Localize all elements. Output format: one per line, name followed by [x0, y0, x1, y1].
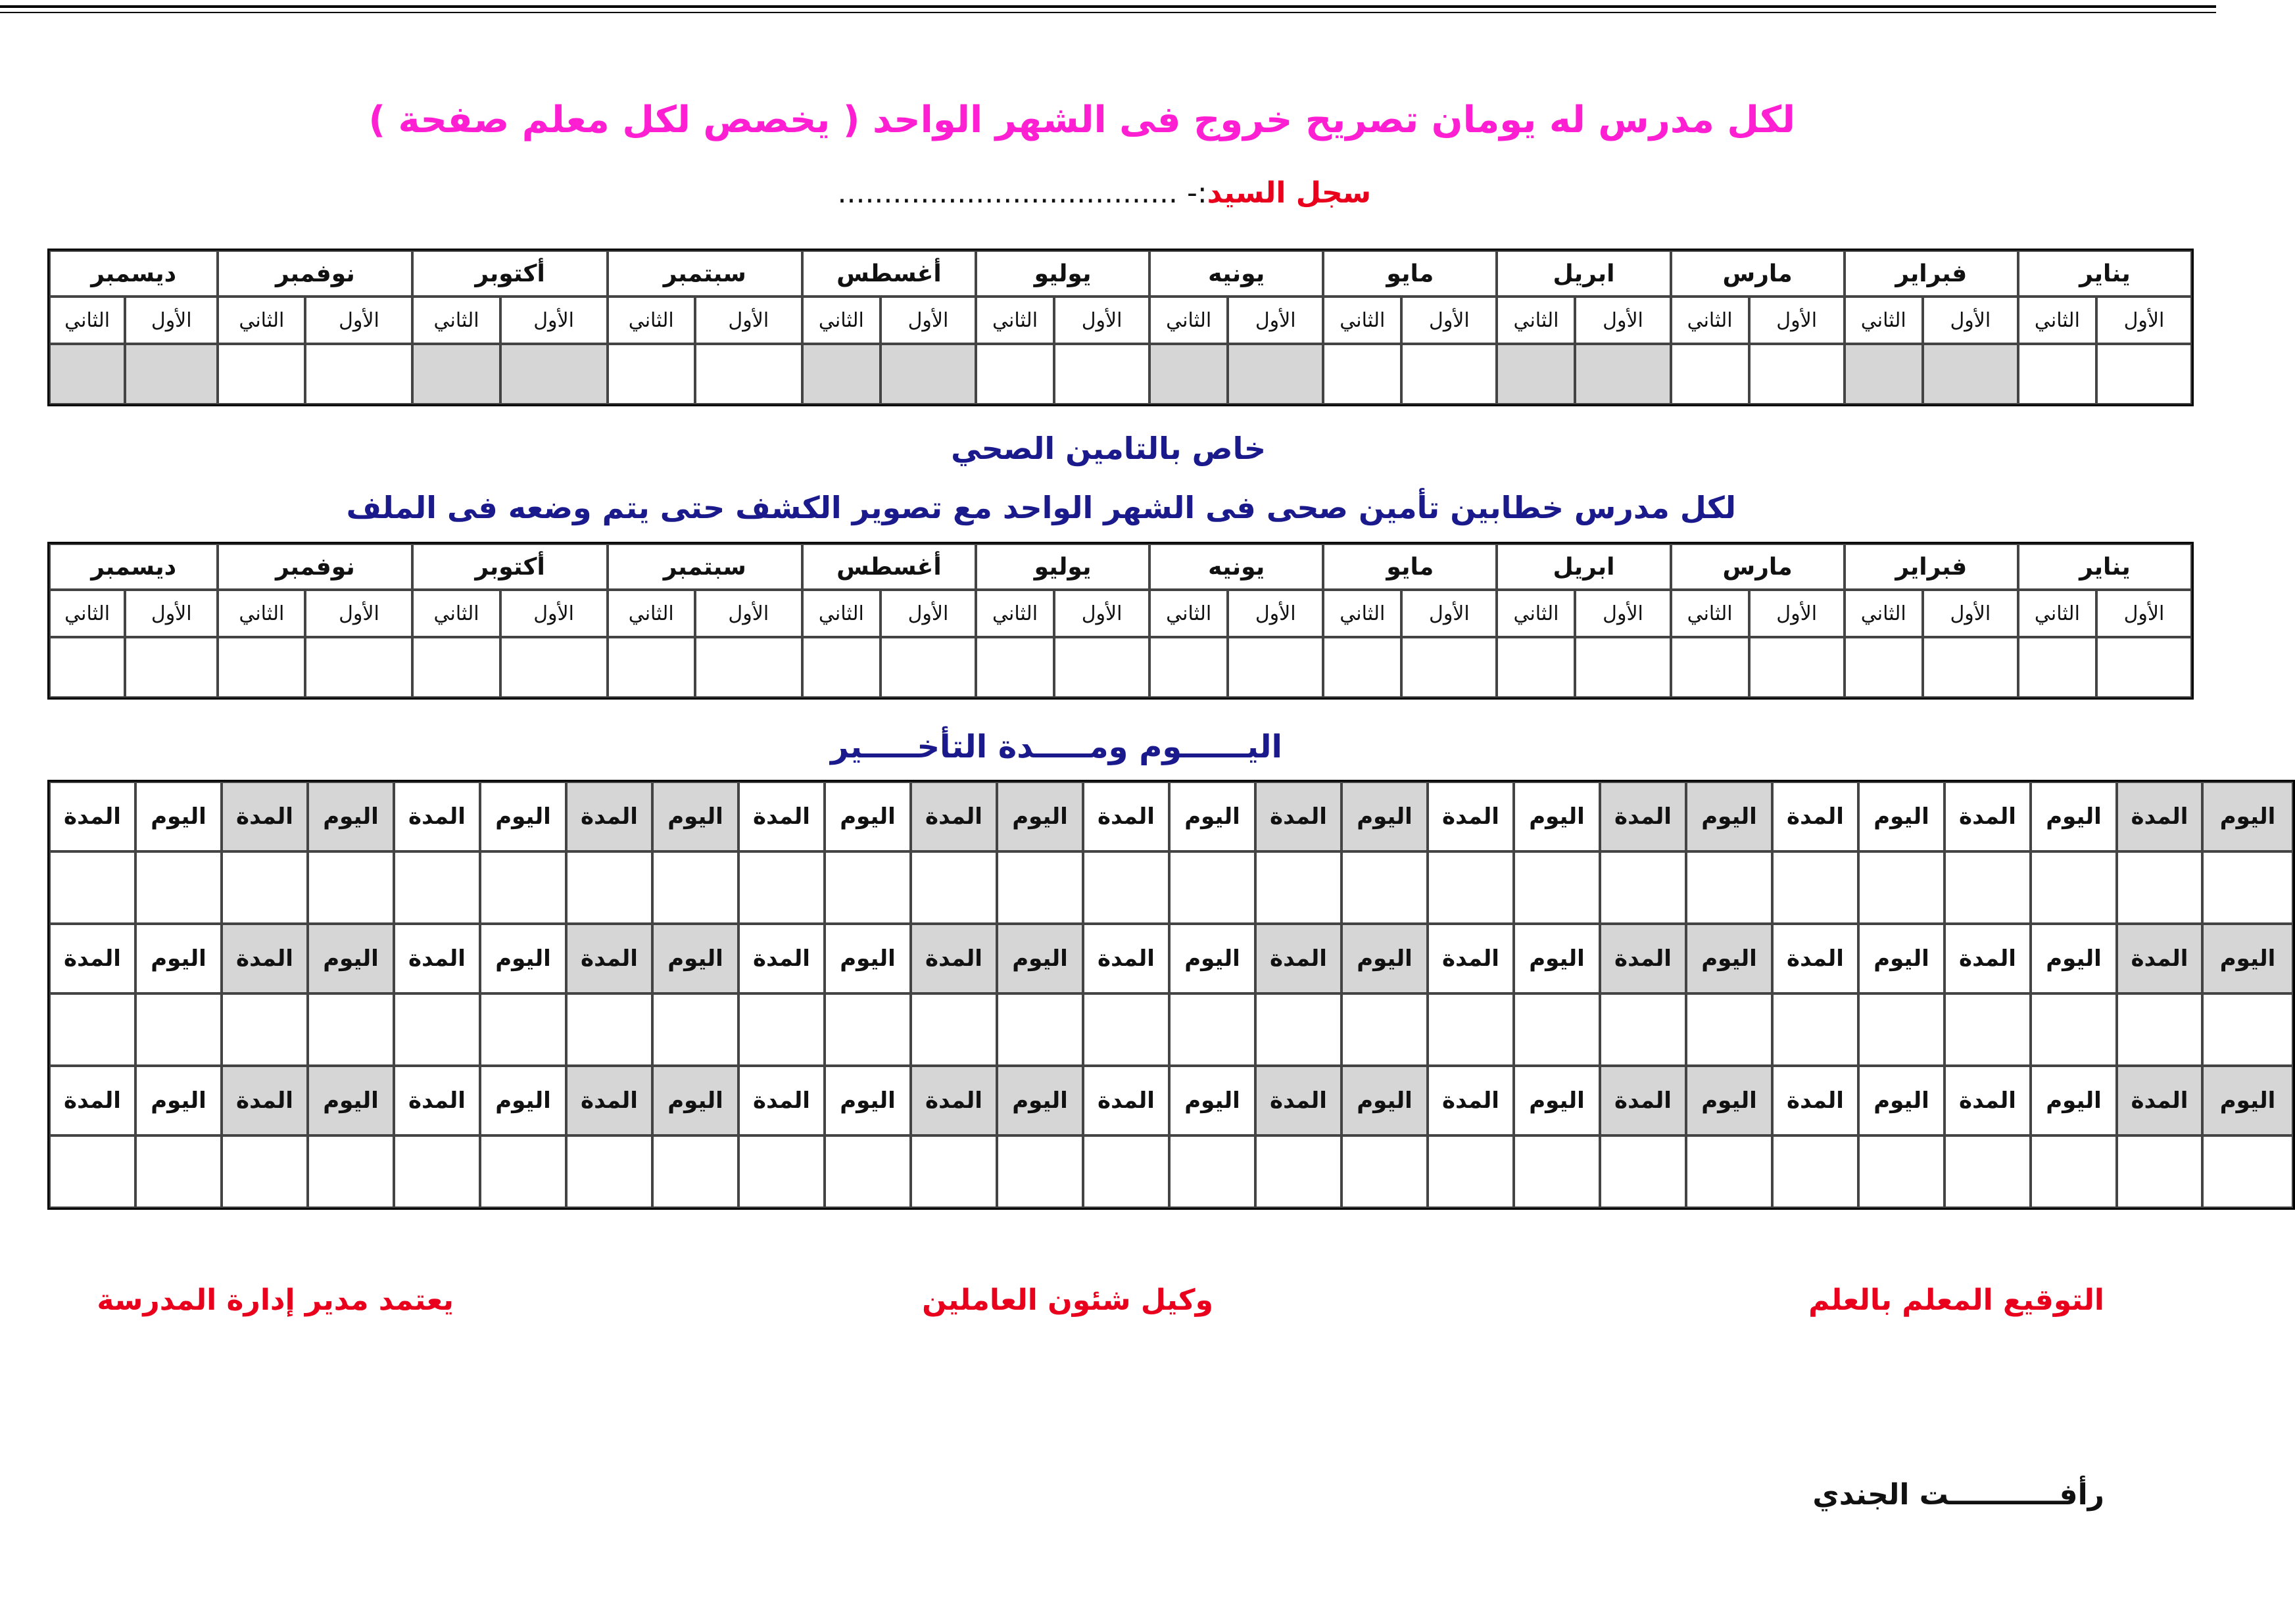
delay-day-header: اليوم [2202, 924, 2293, 993]
delay-duration-header: المدة [1083, 924, 1169, 993]
insurance-heading: خاص بالتامين الصحي [951, 431, 1266, 466]
delay-entry-cell[interactable] [1772, 1135, 1858, 1208]
half-label-second: الثاني [1671, 297, 1749, 344]
delay-duration-header: المدة [1600, 924, 1686, 993]
delay-day-header: اليوم [2202, 1066, 2293, 1135]
insurance-note: لكل مدرس خطابين تأمين صحى فى الشهر الواحد مع تصوير الكشف حتى يتم وضعه فى الملف [346, 490, 1736, 525]
delay-day-header: اليوم [135, 924, 222, 993]
half-label-second: الثاني [49, 297, 125, 344]
entry-cell[interactable] [500, 344, 608, 404]
month-header: أغسطس [802, 544, 976, 590]
entry-cell[interactable] [1323, 637, 1401, 698]
delay-duration-header: المدة [394, 924, 480, 993]
delay-heading: اليــــــوم ومـــــدة التأخـــــير [830, 728, 1282, 765]
delay-day-header: اليوم [308, 1066, 394, 1135]
half-label-second: الثاني [976, 590, 1054, 637]
half-label-first: الأول [1228, 297, 1323, 344]
half-label-first: الأول [1228, 590, 1323, 637]
delay-entry-cell[interactable] [2117, 1135, 2202, 1208]
half-label-first: الأول [125, 590, 218, 637]
month-header: سبتمبر [608, 544, 802, 590]
half-label-first: الأول [1401, 590, 1497, 637]
half-label-first: الأول [500, 590, 608, 637]
delay-day-header: اليوم [1169, 782, 1255, 851]
delay-duration-header: المدة [738, 924, 825, 993]
entry-cell[interactable] [1054, 637, 1149, 698]
delay-day-header: اليوم [135, 1066, 222, 1135]
delay-entry-cell[interactable] [1686, 993, 1772, 1066]
half-label-first: الأول [2096, 590, 2192, 637]
entry-cell[interactable] [305, 637, 412, 698]
delay-entry-cell[interactable] [1341, 1135, 1428, 1208]
delay-day-header: اليوم [1686, 782, 1772, 851]
entry-cell[interactable] [881, 637, 976, 698]
entry-cell[interactable] [1923, 344, 2018, 404]
health-insurance-table [47, 542, 2194, 700]
delay-entry-cell[interactable] [2202, 1135, 2293, 1208]
month-header: مارس [1671, 251, 1845, 297]
delay-entry-cell[interactable] [911, 1135, 997, 1208]
month-header: أغسطس [802, 251, 976, 297]
delay-duration-header: المدة [566, 924, 652, 993]
delay-day-header: اليوم [2031, 1066, 2117, 1135]
delay-duration-header: المدة [1945, 782, 2031, 851]
delay-day-header: اليوم [308, 924, 394, 993]
delay-day-header: اليوم [480, 924, 566, 993]
teacher-signature-label: التوقيع المعلم بالعلم [1808, 1283, 2104, 1317]
delay-entry-cell[interactable] [2117, 993, 2202, 1066]
entry-cell[interactable] [1054, 344, 1149, 404]
delay-entry-cell[interactable] [1600, 1135, 1686, 1208]
delay-duration-header: المدة [1428, 1066, 1514, 1135]
delay-duration-header: المدة [222, 1066, 308, 1135]
delay-day-header: اليوم [2031, 782, 2117, 851]
manager-approval-label: يعتمد مدير إدارة المدرسة [97, 1283, 454, 1317]
delay-duration-header: المدة [911, 1066, 997, 1135]
delay-entry-cell[interactable] [1514, 851, 1600, 924]
entry-cell[interactable] [976, 344, 1054, 404]
entry-cell[interactable] [1401, 344, 1497, 404]
delay-entry-cell[interactable] [1083, 993, 1169, 1066]
delay-entry-cell[interactable] [1341, 993, 1428, 1066]
delay-day-header: اليوم [1341, 924, 1428, 993]
delay-entry-cell[interactable] [911, 851, 997, 924]
delay-day-header: اليوم [1686, 1066, 1772, 1135]
delay-entry-cell[interactable] [2031, 851, 2117, 924]
delay-entry-cell[interactable] [1428, 993, 1514, 1066]
delay-entry-cell[interactable] [1686, 851, 1772, 924]
entry-cell[interactable] [976, 637, 1054, 698]
entry-cell[interactable] [49, 637, 125, 698]
half-label-first: الأول [500, 297, 608, 344]
top-rule [0, 5, 2216, 8]
half-label-second: الثاني [1323, 297, 1401, 344]
delay-entry-cell[interactable] [1255, 1135, 1341, 1208]
delay-entry-cell[interactable] [49, 1135, 135, 1208]
month-header: نوفمبر [218, 544, 412, 590]
half-label-second: الثاني [218, 590, 305, 637]
delay-entry-cell[interactable] [222, 1135, 308, 1208]
month-header: ابريل [1497, 544, 1670, 590]
entry-cell[interactable] [695, 344, 802, 404]
entry-cell[interactable] [1149, 344, 1228, 404]
delay-duration-header: المدة [394, 1066, 480, 1135]
month-header: يونيه [1149, 544, 1323, 590]
half-label-second: الثاني [1149, 297, 1228, 344]
delay-entry-cell[interactable] [2202, 993, 2293, 1066]
month-header: ديسمبر [49, 251, 218, 297]
top-rule-thin [0, 12, 2216, 13]
entry-cell[interactable] [1228, 637, 1323, 698]
half-label-first: الأول [1923, 590, 2018, 637]
delay-day-header: اليوم [1686, 924, 1772, 993]
half-label-first: الأول [1054, 590, 1149, 637]
delay-entry-cell[interactable] [1600, 851, 1686, 924]
delay-duration-header: المدة [222, 782, 308, 851]
delay-day-header: اليوم [825, 924, 911, 993]
delay-day-header: اليوم [1341, 1066, 1428, 1135]
entry-cell[interactable] [608, 344, 695, 404]
delay-entry-cell[interactable] [997, 993, 1083, 1066]
delay-entry-cell[interactable] [1858, 851, 1945, 924]
entry-cell[interactable] [1149, 637, 1228, 698]
half-label-first: الأول [1054, 297, 1149, 344]
delay-duration-header: المدة [1428, 782, 1514, 851]
delay-day-header: اليوم [997, 924, 1083, 993]
half-label-second: الثاني [2018, 297, 2096, 344]
delay-entry-cell[interactable] [1858, 1135, 1945, 1208]
month-header: ابريل [1497, 251, 1670, 297]
entry-cell[interactable] [2096, 344, 2192, 404]
affairs-deputy-label: وكيل شئون العاملين [922, 1283, 1213, 1317]
delay-entry-cell[interactable] [911, 993, 997, 1066]
entry-cell[interactable] [608, 637, 695, 698]
entry-cell[interactable] [305, 344, 412, 404]
page-title: لكل مدرس له يومان تصريح خروج فى الشهر الواحد ( يخصص لكل معلم صفحة ) [368, 99, 1795, 141]
half-label-first: الأول [1575, 590, 1670, 637]
delay-entry-cell[interactable] [394, 851, 480, 924]
half-label-first: الأول [881, 590, 976, 637]
record-line [837, 176, 1371, 210]
entry-cell[interactable] [125, 344, 218, 404]
delay-duration-header: المدة [566, 782, 652, 851]
delay-entry-cell[interactable] [825, 1135, 911, 1208]
delay-day-header: اليوم [135, 782, 222, 851]
delay-entry-cell[interactable] [308, 993, 394, 1066]
delay-duration-header: المدة [1772, 1066, 1858, 1135]
half-label-first: الأول [695, 590, 802, 637]
entry-cell[interactable] [1228, 344, 1323, 404]
entry-cell[interactable] [881, 344, 976, 404]
delay-entry-cell[interactable] [480, 993, 566, 1066]
delay-entry-cell[interactable] [1686, 1135, 1772, 1208]
record-dots: :- ..................................... [837, 176, 1207, 210]
entry-cell[interactable] [2096, 637, 2192, 698]
record-label: سجل السيد [1207, 176, 1371, 210]
entry-cell[interactable] [49, 344, 125, 404]
entry-cell[interactable] [1845, 637, 1923, 698]
delay-duration-header: المدة [2117, 924, 2202, 993]
half-label-second: الثاني [412, 297, 500, 344]
delay-day-header: اليوم [997, 1066, 1083, 1135]
delay-entry-cell[interactable] [566, 993, 652, 1066]
entry-cell[interactable] [412, 637, 500, 698]
month-header: يونيه [1149, 251, 1323, 297]
delay-entry-cell[interactable] [652, 993, 738, 1066]
delay-duration-header: المدة [1600, 782, 1686, 851]
delay-duration-header: المدة [1083, 782, 1169, 851]
delay-duration-header: المدة [1255, 782, 1341, 851]
month-header: مايو [1323, 544, 1497, 590]
delay-duration-header: المدة [49, 782, 135, 851]
month-header: أكتوبر [412, 251, 607, 297]
delay-duration-header: المدة [911, 782, 997, 851]
delay-duration-header: المدة [1600, 1066, 1686, 1135]
delay-day-header: اليوم [1341, 782, 1428, 851]
delay-entry-cell[interactable] [738, 851, 825, 924]
delay-entry-cell[interactable] [1772, 993, 1858, 1066]
delay-entry-cell[interactable] [394, 993, 480, 1066]
month-header: يناير [2018, 251, 2192, 297]
half-label-second: الثاني [1671, 590, 1749, 637]
delay-entry-cell[interactable] [1169, 851, 1255, 924]
delay-day-header: اليوم [1169, 1066, 1255, 1135]
delay-duration-header: المدة [1428, 924, 1514, 993]
month-header: مايو [1323, 251, 1497, 297]
delay-day-header: اليوم [825, 1066, 911, 1135]
author-name: رأفـــــــــــت الجندي [1812, 1478, 2104, 1512]
half-label-first: الأول [305, 297, 412, 344]
half-label-second: الثاني [608, 590, 695, 637]
delay-day-header: اليوم [1514, 1066, 1600, 1135]
delay-entry-cell[interactable] [1514, 993, 1600, 1066]
delay-duration-header: المدة [1772, 782, 1858, 851]
delay-day-header: اليوم [652, 924, 738, 993]
delay-entry-cell[interactable] [1169, 993, 1255, 1066]
entry-cell[interactable] [1497, 637, 1575, 698]
delay-entry-cell[interactable] [1945, 1135, 2031, 1208]
half-label-first: الأول [305, 590, 412, 637]
half-label-first: الأول [125, 297, 218, 344]
delay-entry-cell[interactable] [1083, 851, 1169, 924]
month-header: سبتمبر [608, 251, 802, 297]
month-header: يوليو [976, 251, 1149, 297]
half-label-first: الأول [1575, 297, 1670, 344]
month-header: أكتوبر [412, 544, 607, 590]
half-label-second: الثاني [1497, 297, 1575, 344]
delay-day-header: اليوم [652, 1066, 738, 1135]
delay-day-header: اليوم [825, 782, 911, 851]
month-header: يناير [2018, 544, 2192, 590]
delay-entry-cell[interactable] [997, 1135, 1083, 1208]
half-label-second: الثاني [1149, 590, 1228, 637]
delay-day-header: اليوم [308, 782, 394, 851]
entry-cell[interactable] [1401, 637, 1497, 698]
delay-duration-header: المدة [738, 782, 825, 851]
half-label-second: الثاني [49, 590, 125, 637]
delay-day-header: اليوم [652, 782, 738, 851]
month-header: يوليو [976, 544, 1149, 590]
half-label-second: الثاني [1497, 590, 1575, 637]
delay-entry-cell[interactable] [2031, 993, 2117, 1066]
delay-day-header: اليوم [480, 1066, 566, 1135]
entry-cell[interactable] [1845, 344, 1923, 404]
delay-day-header: اليوم [997, 782, 1083, 851]
delay-entry-cell[interactable] [1772, 851, 1858, 924]
delay-duration-header: المدة [1945, 1066, 2031, 1135]
delay-entry-cell[interactable] [1945, 993, 2031, 1066]
half-label-second: الثاني [1323, 590, 1401, 637]
delay-entry-cell[interactable] [1514, 1135, 1600, 1208]
delay-entry-cell[interactable] [394, 1135, 480, 1208]
delay-entry-cell[interactable] [2202, 851, 2293, 924]
delay-duration-header: المدة [222, 924, 308, 993]
delay-duration-header: المدة [1945, 924, 2031, 993]
entry-cell[interactable] [1497, 344, 1575, 404]
delay-day-header: اليوم [1858, 782, 1945, 851]
delay-entry-cell[interactable] [135, 851, 222, 924]
delay-entry-cell[interactable] [135, 1135, 222, 1208]
month-header: فبراير [1845, 251, 2018, 297]
month-header: نوفمبر [218, 251, 412, 297]
half-label-first: الأول [1749, 297, 1845, 344]
entry-cell[interactable] [218, 344, 305, 404]
delay-entry-cell[interactable] [1428, 851, 1514, 924]
delay-duration-header: المدة [566, 1066, 652, 1135]
delay-duration-header: المدة [738, 1066, 825, 1135]
delay-duration-header: المدة [394, 782, 480, 851]
entry-cell[interactable] [2018, 637, 2096, 698]
delay-day-header: اليوم [2202, 782, 2293, 851]
entry-cell[interactable] [1671, 637, 1749, 698]
delay-entry-cell[interactable] [652, 1135, 738, 1208]
delay-entry-cell[interactable] [566, 1135, 652, 1208]
delay-day-header: اليوم [1858, 924, 1945, 993]
delay-duration-header: المدة [2117, 782, 2202, 851]
half-label-first: الأول [2096, 297, 2192, 344]
delay-table [47, 780, 2295, 1210]
delay-entry-cell[interactable] [49, 851, 135, 924]
half-label-second: الثاني [802, 297, 881, 344]
delay-entry-cell[interactable] [2117, 851, 2202, 924]
delay-entry-cell[interactable] [135, 993, 222, 1066]
delay-entry-cell[interactable] [1341, 851, 1428, 924]
delay-duration-header: المدة [1255, 1066, 1341, 1135]
delay-duration-header: المدة [2117, 1066, 2202, 1135]
half-label-first: الأول [695, 297, 802, 344]
delay-entry-cell[interactable] [738, 1135, 825, 1208]
delay-entry-cell[interactable] [308, 851, 394, 924]
delay-duration-header: المدة [49, 924, 135, 993]
month-header: ديسمبر [49, 544, 218, 590]
entry-cell[interactable] [412, 344, 500, 404]
delay-entry-cell[interactable] [480, 851, 566, 924]
delay-entry-cell[interactable] [1083, 1135, 1169, 1208]
delay-day-header: اليوم [1514, 924, 1600, 993]
entry-cell[interactable] [218, 637, 305, 698]
delay-entry-cell[interactable] [1169, 1135, 1255, 1208]
delay-day-header: اليوم [2031, 924, 2117, 993]
delay-entry-cell[interactable] [1600, 993, 1686, 1066]
entry-cell[interactable] [1323, 344, 1401, 404]
entry-cell[interactable] [1575, 344, 1670, 404]
delay-entry-cell[interactable] [480, 1135, 566, 1208]
delay-entry-cell[interactable] [1945, 851, 2031, 924]
delay-entry-cell[interactable] [825, 993, 911, 1066]
entry-cell[interactable] [1671, 344, 1749, 404]
entry-cell[interactable] [802, 344, 881, 404]
entry-cell[interactable] [2018, 344, 2096, 404]
delay-duration-header: المدة [1083, 1066, 1169, 1135]
delay-duration-header: المدة [911, 924, 997, 993]
half-label-first: الأول [1401, 297, 1497, 344]
entry-cell[interactable] [1749, 637, 1845, 698]
half-label-first: الأول [1749, 590, 1845, 637]
half-label-second: الثاني [412, 590, 500, 637]
entry-cell[interactable] [1923, 637, 2018, 698]
delay-entry-cell[interactable] [222, 851, 308, 924]
delay-day-header: اليوم [1858, 1066, 1945, 1135]
half-label-first: الأول [881, 297, 976, 344]
delay-day-header: اليوم [480, 782, 566, 851]
half-label-second: الثاني [1845, 297, 1923, 344]
delay-duration-header: المدة [1772, 924, 1858, 993]
half-label-first: الأول [1923, 297, 2018, 344]
delay-duration-header: المدة [1255, 924, 1341, 993]
delay-entry-cell[interactable] [652, 851, 738, 924]
delay-entry-cell[interactable] [566, 851, 652, 924]
delay-day-header: اليوم [1514, 782, 1600, 851]
exit-permission-table [47, 249, 2194, 406]
delay-entry-cell[interactable] [2031, 1135, 2117, 1208]
delay-entry-cell[interactable] [1255, 851, 1341, 924]
delay-entry-cell[interactable] [997, 851, 1083, 924]
delay-entry-cell[interactable] [1858, 993, 1945, 1066]
half-label-second: الثاني [608, 297, 695, 344]
half-label-second: الثاني [1845, 590, 1923, 637]
delay-duration-header: المدة [49, 1066, 135, 1135]
entry-cell[interactable] [125, 637, 218, 698]
delay-entry-cell[interactable] [49, 993, 135, 1066]
entry-cell[interactable] [1575, 637, 1670, 698]
delay-entry-cell[interactable] [738, 993, 825, 1066]
delay-entry-cell[interactable] [1428, 1135, 1514, 1208]
delay-entry-cell[interactable] [825, 851, 911, 924]
half-label-second: الثاني [2018, 590, 2096, 637]
half-label-second: الثاني [976, 297, 1054, 344]
month-header: فبراير [1845, 544, 2018, 590]
delay-day-header: اليوم [1169, 924, 1255, 993]
delay-entry-cell[interactable] [1255, 993, 1341, 1066]
entry-cell[interactable] [500, 637, 608, 698]
month-header: مارس [1671, 544, 1845, 590]
delay-entry-cell[interactable] [222, 993, 308, 1066]
entry-cell[interactable] [1749, 344, 1845, 404]
delay-entry-cell[interactable] [308, 1135, 394, 1208]
entry-cell[interactable] [802, 637, 881, 698]
half-label-second: الثاني [218, 297, 305, 344]
entry-cell[interactable] [695, 637, 802, 698]
half-label-second: الثاني [802, 590, 881, 637]
